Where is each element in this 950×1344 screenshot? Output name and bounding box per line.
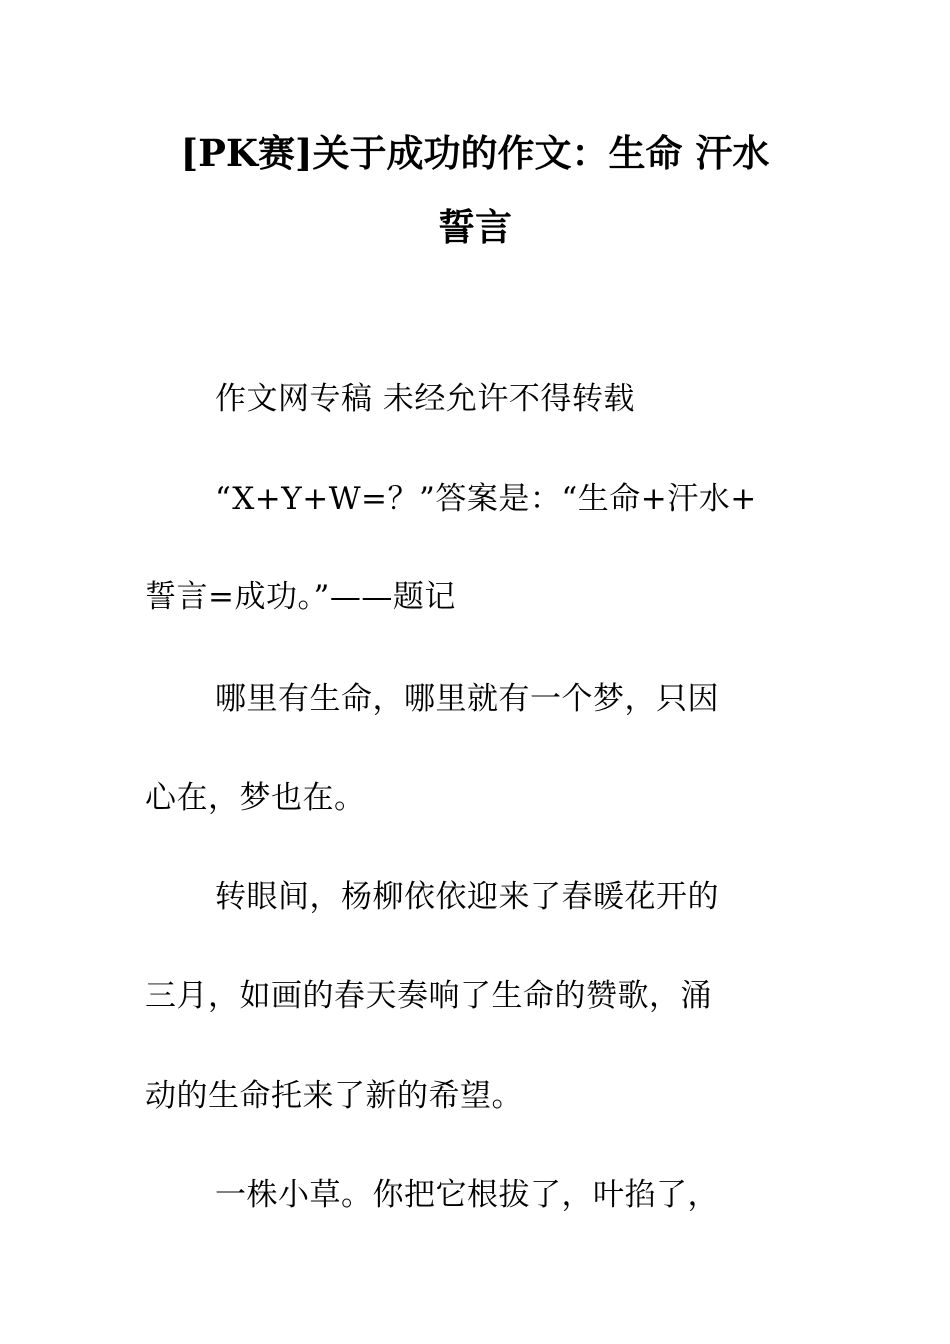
document-title-line-1: [PK赛]关于成功的作文：生命 汗水 xyxy=(180,131,770,175)
paragraph-1-line-2: 心在，梦也在。 xyxy=(145,780,366,816)
paragraph-2-line-1: 转眼间，杨柳依依迎来了春暖花开的 xyxy=(215,879,719,915)
document-title-line-2: 誓言 xyxy=(438,205,512,249)
paragraph-2-line-3: 动的生命托来了新的希望。 xyxy=(145,1078,523,1114)
epigraph-line-2: 誓言=成功。”——题记 xyxy=(145,579,456,615)
paragraph-1-line-1: 哪里有生命，哪里就有一个梦，只因 xyxy=(215,681,719,717)
paragraph-3-line-1: 一株小草。你把它根拔了，叶掐了， xyxy=(215,1177,719,1213)
paragraph-2-line-2: 三月，如画的春天奏响了生命的赞歌，涌 xyxy=(145,978,712,1014)
byline-notice: 作文网专稿 未经允许不得转载 xyxy=(215,381,635,417)
epigraph-line-1: “X+Y+W=？”答案是：“生命+汗水+ xyxy=(215,481,757,517)
